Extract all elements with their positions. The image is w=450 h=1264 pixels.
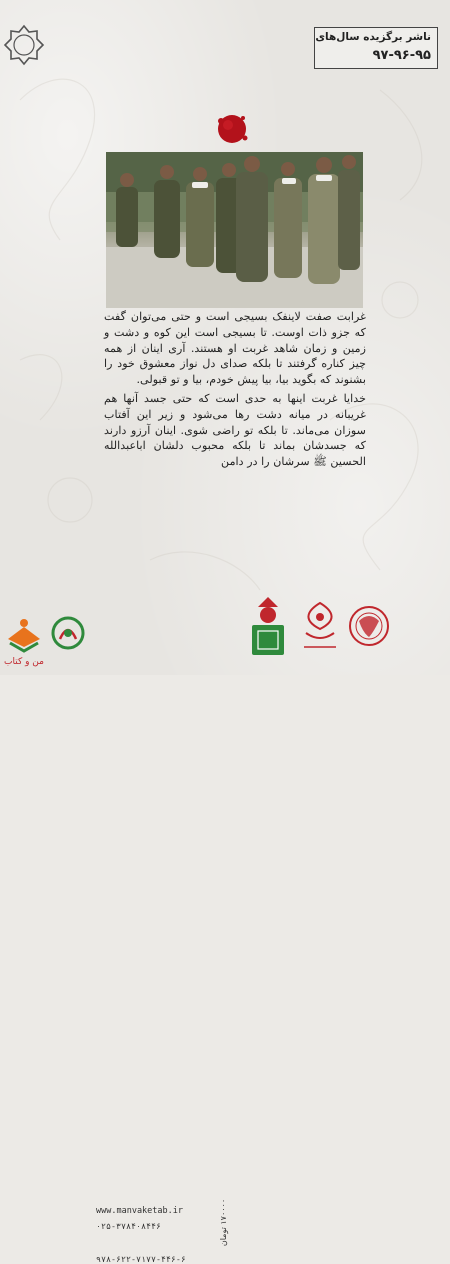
- publisher-logo-icon: [2, 617, 46, 667]
- red-ornament-logo-icon: [296, 599, 344, 655]
- price-label: [218, 1200, 232, 1250]
- publisher-logo-label: من و کتاب: [4, 657, 44, 667]
- publisher-award-badge: [314, 27, 438, 69]
- text-paragraph-1: غرابت صفت لاینفک بسیجی است و حتی می‌توان گفت که جزو ذات اوست. تا بسیجی است این کوه و دشت و زمین و زمان شاهد غربت او هستند. آری اینان از همه چیز کناره گرفتند تا بلکه صدای دل نواز معشوق خود را بشنوند که بگوید بیا، بیا پیش خودم، بیا و تو قبولی.: [104, 310, 366, 387]
- website-link[interactable]: www.manvaketab.ir: [96, 1206, 183, 1216]
- back-cover-text: [104, 309, 366, 473]
- price-text: ۱۷۰۰۰۰ تومان: [219, 1198, 229, 1247]
- series-stamp-logo-icon: [347, 603, 391, 649]
- soldiers-photo-illustration: [106, 152, 363, 308]
- isbn-number: ۹۷۸-۶۲۲-۷۱۷۷-۴۴۶-۶: [96, 1254, 186, 1264]
- basij-emblem-icon: [248, 595, 288, 659]
- green-emblem-icon: [48, 613, 88, 659]
- award-years: ۹۷-۹۶-۹۵: [372, 48, 431, 63]
- text-paragraph-2: خدایا غربت اینها به حدی است که حتی جسد آنها هم غریبانه در میانه دشت رها می‌شود و زیر این آفتاب سوزان می‌ماند. تا بلکه تو راضی شوی. اینان آرزو دارند که جسدشان بماند تا بلکه محبوب دلشان اباعبدالله الحسین ﷺ سرشان را در دامن: [104, 391, 366, 469]
- phone-number: ۰۲۵-۳۷۸۴۰۸۴۴۶: [96, 1221, 161, 1231]
- cover-photo-soldiers: [106, 152, 363, 308]
- publisher-seal-icon: [3, 24, 45, 66]
- award-title: ناشر برگزیده سال‌های: [315, 31, 431, 43]
- logos-footer: [0, 595, 450, 1264]
- blood-drop-icon: [212, 110, 252, 148]
